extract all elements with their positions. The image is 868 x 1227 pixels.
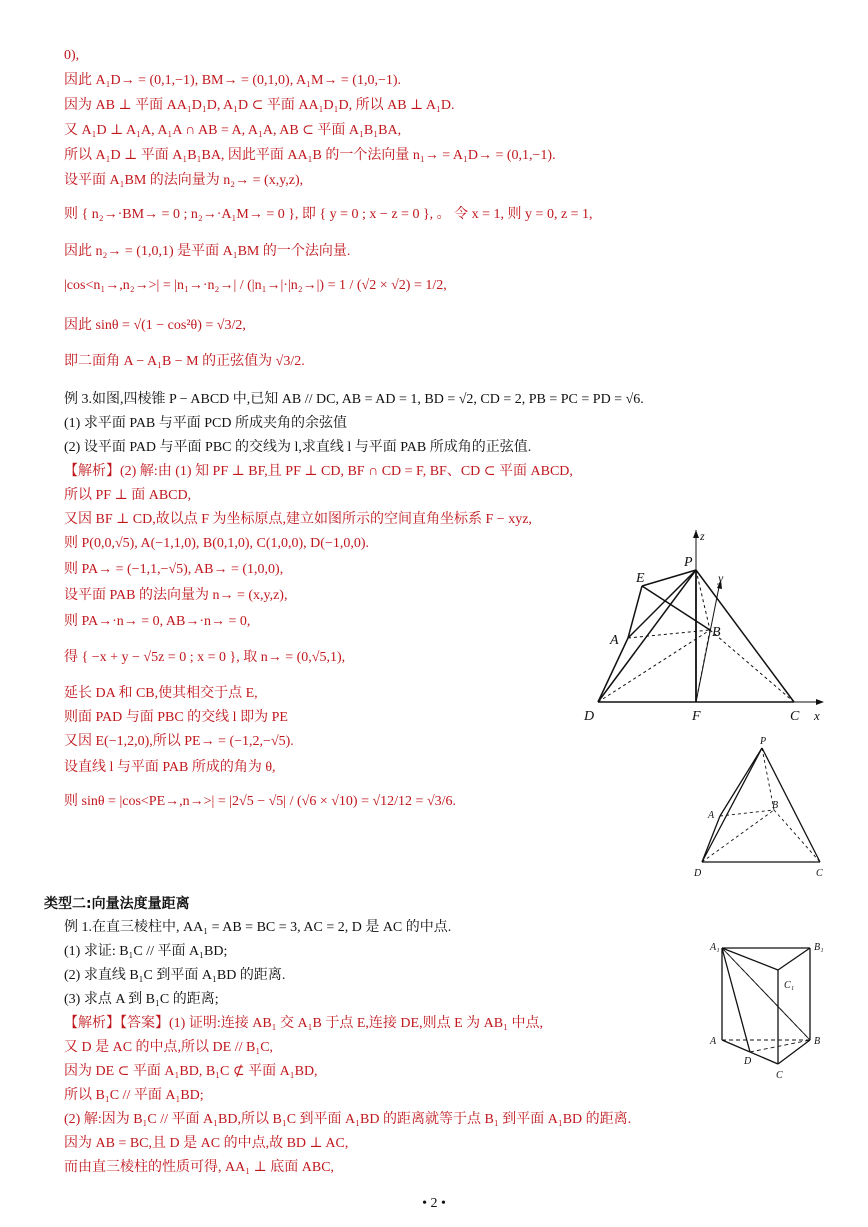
question-1: (1) 求证: B₁C // 平面 A₁BD; <box>64 944 228 959</box>
solution-line: 得 { −x + y − √5z = 0 ; x = 0 }, 取 n→ = (0,√5,1), <box>64 650 346 665</box>
section-heading: 类型二:向量法度量距离 <box>44 896 190 912</box>
label-p: P <box>760 736 767 747</box>
text-line: 因此 n₂→ = (1,0,1) 是平面 A₁BM 的一个法向量. <box>64 244 351 259</box>
label-e: E <box>636 571 645 586</box>
label-z: z <box>700 530 705 543</box>
text-line: |cos<n₁→,n₂→>| = |n₁→·n₂→| / (|n₁→|·|n₂→|) = 1 / (√2 × √2) = 1/2, <box>64 278 447 293</box>
figure-prism <box>706 936 830 1086</box>
solution-line: 设平面 PAB 的法向量为 n→ = (x,y,z), <box>64 588 288 603</box>
question-1: (1) 求平面 PAB 与平面 PCD 所成夹角的余弦值 <box>64 416 348 431</box>
label-b: B <box>712 625 721 640</box>
label-y: y <box>718 571 724 585</box>
label-c1: C₁ <box>784 980 795 991</box>
solution-line: 则 sinθ = |cos<PE→,n→>| = |2√5 − √5| / (√6 × √10) = √12/12 = √3/6. <box>64 794 457 809</box>
label-a: A <box>710 1036 717 1047</box>
solution-line: 则 PA→·n→ = 0, AB→·n→ = 0, <box>64 614 251 629</box>
label-x: x <box>814 708 820 723</box>
solution-line: 【解析】【答案】(1) 证明:连接 AB₁ 交 A₁B 于点 E,连接 DE,则点 E 为 AB₁ 中点, <box>64 1016 543 1031</box>
solution-line: 延长 DA 和 CB,使其相交于点 E, <box>64 686 258 701</box>
label-b: B <box>814 1036 821 1047</box>
label-a1: A₁ <box>710 942 720 953</box>
label-f: F <box>692 709 701 724</box>
text-line: 设平面 A₁BM 的法向量为 n₂→ = (x,y,z), <box>64 173 304 188</box>
solution-line: 设直线 l 与平面 PAB 所成的角为 θ, <box>64 760 276 775</box>
label-a: A <box>610 633 619 648</box>
edge-pc <box>696 570 794 702</box>
solution-line: 则面 PAD 与面 PBC 的交线 l 即为 PE <box>64 710 288 725</box>
text-line: 则 { n₂→·BM→ = 0 ; n₂→·A₁M→ = 0 }, 即 { y = 0 ; x − z = 0 }, 。 令 x = 1, 则 y = 0, z = 1, <box>64 207 593 222</box>
question-3: (3) 求点 A 到 B₁C 的距离; <box>64 992 219 1007</box>
solution-line: 因为 AB = BC,且 D 是 AC 的中点,故 BD ⊥ AC, <box>64 1136 349 1151</box>
text-line: 因为 AB ⊥ 平面 AA₁D₁D, A₁D ⊂ 平面 AA₁D₁D, 所以 AB ⊥ A₁D. <box>64 98 455 113</box>
solution-line: 【解析】(2) 解:由 (1) 知 PF ⊥ BF,且 PF ⊥ CD, BF ∩ CD = F, BF、CD ⊂ 平面 ABCD, <box>64 464 573 479</box>
solution-line: 则 P(0,0,√5), A(−1,1,0), B(0,1,0), C(1,0,0), D(−1,0,0). <box>64 536 370 551</box>
label-b1: B₁ <box>814 942 824 953</box>
solution-line: (2) 解:因为 B₁C // 平面 A₁BD,所以 B₁C 到平面 A₁BD 的距离就等于点 B₁ 到平面 A₁BD 的距离. <box>64 1112 632 1127</box>
label-d: D <box>694 868 702 879</box>
figure-pyramid-small <box>690 734 830 880</box>
example-title: 例 3.如图,四棱锥 P − ABCD 中,已知 AB // DC, AB = AD = 1, BD = √2, CD = 2, PB = PC = PD = √6. <box>64 392 644 407</box>
text-line: 0), <box>64 48 80 63</box>
edge-eb <box>642 586 710 630</box>
solution-line: 又 D 是 AC 的中点,所以 DE // B₁C, <box>64 1040 274 1055</box>
solution-line: 因为 DE ⊂ 平面 A₁BD, B₁C ⊄ 平面 A₁BD, <box>64 1064 318 1079</box>
solution-line: 所以 B₁C // 平面 A₁BD; <box>64 1088 204 1103</box>
label-c: C <box>790 709 800 724</box>
solution-line: 又因 BF ⊥ CD,故以点 F 为坐标原点,建立如图所示的空间直角坐标系 F − xyz, <box>64 512 532 527</box>
label-p: P <box>684 555 693 570</box>
text-line: 又 A₁D ⊥ A₁A, A₁A ∩ AB = A, A₁A, AB ⊂ 平面 A₁B₁BA, <box>64 123 402 138</box>
solution-line: 则 PA→ = (−1,1,−√5), AB→ = (1,0,0), <box>64 562 284 577</box>
example-title: 例 1.在直三棱柱中, AA₁ = AB = BC = 3, AC = 2, D 是 AC 的中点. <box>64 920 452 935</box>
question-2: (2) 设平面 PAD 与平面 PBC 的交线为 l,求直线 l 与平面 PAB 所成角的正弦值. <box>64 440 532 455</box>
label-d: D <box>744 1056 752 1067</box>
text-line: 即二面角 A − A₁B − M 的正弦值为 √3/2. <box>64 354 305 369</box>
label-c: C <box>776 1070 783 1081</box>
solution-line: 所以 PF ⊥ 面 ABCD, <box>64 488 192 503</box>
label-c: C <box>816 868 823 879</box>
page-number: • 2 • <box>422 1196 446 1211</box>
label-a: A <box>708 810 715 821</box>
question-2: (2) 求直线 B₁C 到平面 A₁BD 的距离. <box>64 968 286 983</box>
figure-pyramid-axes <box>580 530 830 730</box>
label-d: D <box>584 709 595 724</box>
solution-line: 而由直三棱柱的性质可得, AA₁ ⊥ 底面 ABC, <box>64 1160 335 1175</box>
text-line: 因此 A₁D→ = (0,1,−1), BM→ = (0,1,0), A₁M→ = (1,0,−1). <box>64 73 402 88</box>
text-line: 所以 A₁D ⊥ 平面 A₁B₁BA, 因此平面 AA₁B 的一个法向量 n₁→ = A₁D→ = (0,1,−1). <box>64 148 556 163</box>
solution-line: 又因 E(−1,2,0),所以 PE→ = (−1,2,−√5). <box>64 734 294 749</box>
label-b: B <box>772 800 779 811</box>
text-line: 因此 sinθ = √(1 − cos²θ) = √3/2, <box>64 318 246 333</box>
